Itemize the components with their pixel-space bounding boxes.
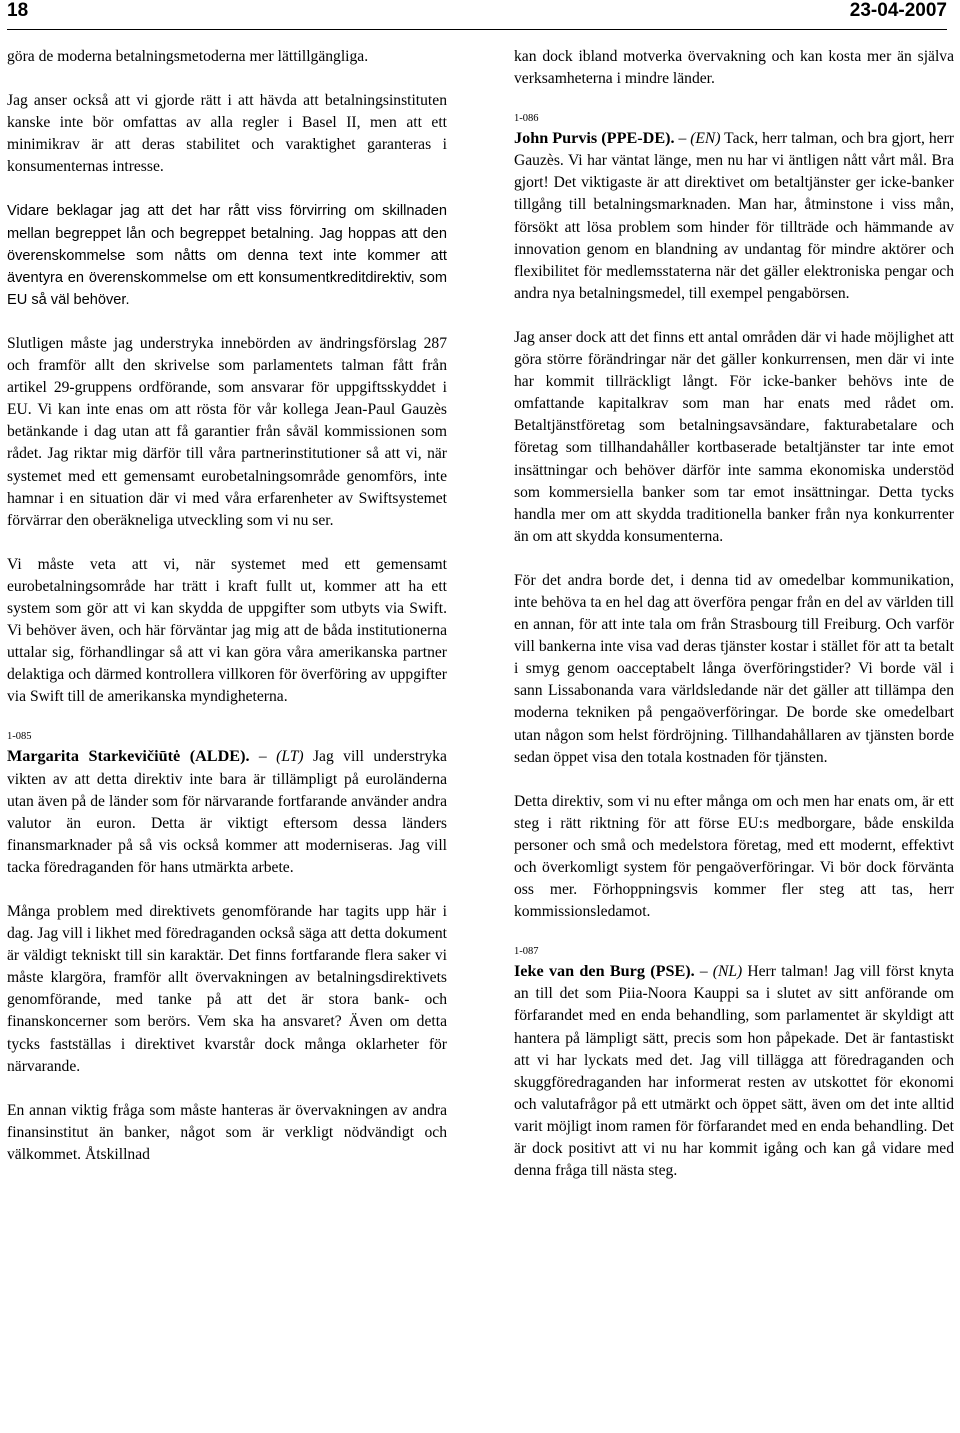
paragraph: Detta direktiv, som vi nu efter många om och men har enats om, är ett steg i rätt riktning för att förse EU:s medborgare, både enskilda personer och små och medelstora företag, med ett modernt, effektivt och överkomligt system för pengaöverföringar. Vi bör dock förvänta oss mer. Förhoppningsvis kommer fler steg att tas, herr kommissionsledamot. bbox=[514, 792, 954, 921]
paragraph: Slutligen måste jag understryka innebörden av ändringsförslag 287 och framför allt den skrivelse som parlamentets talman fått från artikel 29-gruppens ordförande, som ansvarar för uppgiftsskyddet i EU. Vi kan inte enas om att rösta för vår kollega Jean-Paul Gauzès betänkande i dag utan att få garantier från såväl kommissionen som rådet. Jag riktar mig därför till våra partnerinstitutioner så att vi, när systemet med ett gemensamt eurobetalningsområde genomförs, inte hamnar i en situation där vi med våra erfarenheter av Swiftsystemet förvärrar den oberäkneliga utveckling som vi nu ser. bbox=[7, 334, 447, 529]
speaker-name: Ieke van den Burg (PSE). bbox=[514, 962, 695, 981]
paragraph: Jag anser dock att det finns ett antal områden där vi hade möjlighet att göra större förändringar när det gäller konkurrensen, men där vi inte har kommit tillräckligt långt. För icke-banker behövs inte de omfattande kapitalkrav som man har enats med rådet om. Betaltjänstföretag som betalningsavsändare, fakturabetalare och företag som tillhandahåller kortbaserade betaltjänster tar inte emot insättningar och behöver därför inte samma ekonomiska understöd som kommersiella banker som tar emot insättningar. Detta tycks handla mer om att skydda traditionella banker från nya konkurrenter än om att skydda konsumenterna. bbox=[514, 328, 954, 545]
paragraph: Vidare beklagar jag att det har rått viss förvirring om skillnaden mellan begreppet lån och begreppet betalning. Jag hoppas att den överenskommelse som nåtts om denna text inte kommer att äventyra en överenskommelse om ett konsumentkreditdirektiv, som EU så väl behöver. bbox=[7, 203, 447, 308]
header-rule bbox=[7, 29, 947, 30]
right-column bbox=[514, 46, 954, 1204]
paragraph: En annan viktig fråga som måste hanteras är övervakningen av andra finansinstitut än banker, något som är verkligt nödvändigt och välkommet. Åtskillnad bbox=[7, 1101, 447, 1163]
language-code: (EN) bbox=[690, 130, 721, 148]
paragraph: kan dock ibland motverka övervakning och kan kosta mer än själva verksamheterna i mindre länder. bbox=[514, 48, 954, 88]
speech-text: Tack, herr talman, och bra gjort, herr Gauzès. Vi har väntat länge, men nu har vi äntligen nått vårt mål. Bra gjort! Det viktigaste är att direktivet om betaltjänster ger icke-banker tillgång till betalningsmarknaden. Man har, åtminstone i viss mån, försökt att lösa problem som hinder för tillträde och hämmande av innovation genom en blandning av undantag för mindre aktörer och flexibilitet för medlemsstaterna när det gäller elektroniska pengar och andra nya betalningsmedel, till exempel pengabörsen. bbox=[514, 130, 954, 302]
speech-text: Herr talman! Jag vill först knyta an till det som Piia-Noora Kauppi sa i slutet av sitt anförande om förfarandet med en enda behandling, som parlamentet är skyldigt att hantera på lämpligt sätt, precis som hon påpekade. Det är fantastiskt att vi har lyckats med det. Jag vill tillägga att föredraganden och skuggföredraganden har informerat resten av utskottet för ekonomi och valutafrågor på ett utmärkt och öppet sätt, även om det inte alltid varit möjligt inom ramen för förfarandet med en enda behandling. Det är dock positivt att vi nu har kommit igång och kan gå vidare med denna fråga till nästa steg. bbox=[514, 963, 954, 1180]
left-column bbox=[7, 46, 447, 1188]
paragraph: Jag anser också att vi gjorde rätt i att hävda att betalningsinstituten kanske inte bör omfattas av alla regler i Basel II, men att ett minimikrav är att deras stabilitet och varaktighet garanteras i konsumenternas intresse. bbox=[7, 92, 447, 176]
language-code: (NL) bbox=[712, 963, 743, 981]
paragraph: Vi måste veta att vi, när systemet med ett gemensamt eurobetalningsområde har trätt i kraft fullt ut, kommer att ha ett system som gör att vi kan skydda de uppgifter som utbyts via Swift. Vi behöver även, och här förväntar jag mig att de båda institutionerna uttalar sig, förhandlingar så att vi kan göra våra amerikanska partner delaktiga och därmed kontrollera villkoren för överföring av uppgifter via Swift till de amerikanska myndigheterna. bbox=[7, 555, 447, 706]
paragraph: För det andra borde det, i denna tid av omedelbar kommunikation, inte behöva ta en hel dag att överföra pengar från en del av världen till en annan, för att inte tala om från Strasbourg till Freiburg. Och varför vill bankerna inte visa vad deras tjänster kostar i stället för att ta betalt i smyg genom oacceptabelt långa överföringstider? Vi borde väl i sann Lissabonanda vara världsledande när det gäller att tillämpa den moderna tekniken på pengaöverföringar. De borde ske omedelbart utan någon som helst fördröjning. Tillhandahållaren av tjänsten borde sedan öppet visa den totala kostnaden för tjänsten. bbox=[514, 571, 954, 766]
speaker-name: Margarita Starkevičiūtė (ALDE). bbox=[7, 747, 250, 766]
paragraph: Många problem med direktivets genomförande har tagits upp här i dag. Jag vill i likhet med föredraganden också säga att detta dokument är väldigt tekniskt till sin karaktär. Det finns fortfarande flera saker vi måste klargöra, framför allt övervakningen av betalningsdirektivets genomförande, med tanke på att det är stora bank- och finanskoncerner som berörs. Vem ska ha ansvaret? Även om detta tycks fastställas i direktivet kvarstår dock många oklarheter för närvarande. bbox=[7, 903, 447, 1075]
speech-paragraph: John Purvis (PPE-DE). – (EN) Tack, herr talman, och bra gjort, herr Gauzès. Vi har väntat länge, men nu har vi äntligen nått vårt mål. Bra gjort! Det viktigaste är att direktivet om betaltjänster ger icke-banker tillgång till betalningsmarknaden. Man har, åtminstone i viss mån, försökt att lösa problem som hinder för tillträde och hämmande av innovation genom en blandning av undantag för mindre aktörer och flexibilitet för medlemsstaterna när det gäller elektroniska pengar och andra nya betalningsmedel, till exempel pengabörsen. bbox=[514, 129, 954, 302]
paragraph: göra de moderna betalningsmetoderna mer lättillgängliga. bbox=[7, 48, 369, 65]
page-header bbox=[7, 0, 947, 30]
reference-number: 1-086 bbox=[514, 113, 539, 125]
reference-number: 1-087 bbox=[514, 946, 539, 958]
speech-text: Jag vill understryka vikten av att detta direktiv inte bara är tillämpligt på euroländerna utan även på de länder som för närvarande fortfarande använder andra valutor än euron. Detta är viktigt eftersom dessa länders finansmarknader på så vis också kommer att moderniseras. Jag vill tacka föredraganden för hans utmärkta arbete. bbox=[7, 748, 447, 876]
speech-paragraph: Ieke van den Burg (PSE). – (NL) Herr talman! Jag vill först knyta an till det som Piia-Noora Kauppi sa i slutet av sitt anförande om förfarandet med en enda behandling, som parlamentet är skyldigt att hantera på lämpligt sätt, precis som hon påpekade. Det är fantastiskt att vi har lyckats med det. Jag vill tillägga att föredraganden och skuggföredraganden har informerat resten av utskottet för ekonomi och valutafrågor på ett utmärkt och öppet sätt, även om det inte alltid varit möjligt inom ramen för förfarandet med en enda behandling. Det är dock positivt att vi nu har kommit igång och kan gå vidare med denna fråga till nästa steg. bbox=[514, 962, 954, 1180]
language-code: (LT) bbox=[276, 748, 304, 766]
speaker-name: John Purvis (PPE-DE). bbox=[514, 129, 675, 148]
page-number: 18 bbox=[7, 0, 29, 21]
reference-number: 1-085 bbox=[7, 731, 32, 743]
page-date: 23-04-2007 bbox=[849, 0, 947, 21]
speech-paragraph: Margarita Starkevičiūtė (ALDE). – (LT) Jag vill understryka vikten av att detta direktiv inte bara är tillämpligt på euroländerna utan även på de länder som för närvarande fortfarande använder andra valutor än euron. Detta är viktigt eftersom dessa länders finansmarknader på så vis också kommer att moderniseras. Jag vill tacka föredraganden för hans utmärkta arbete. bbox=[7, 747, 447, 876]
